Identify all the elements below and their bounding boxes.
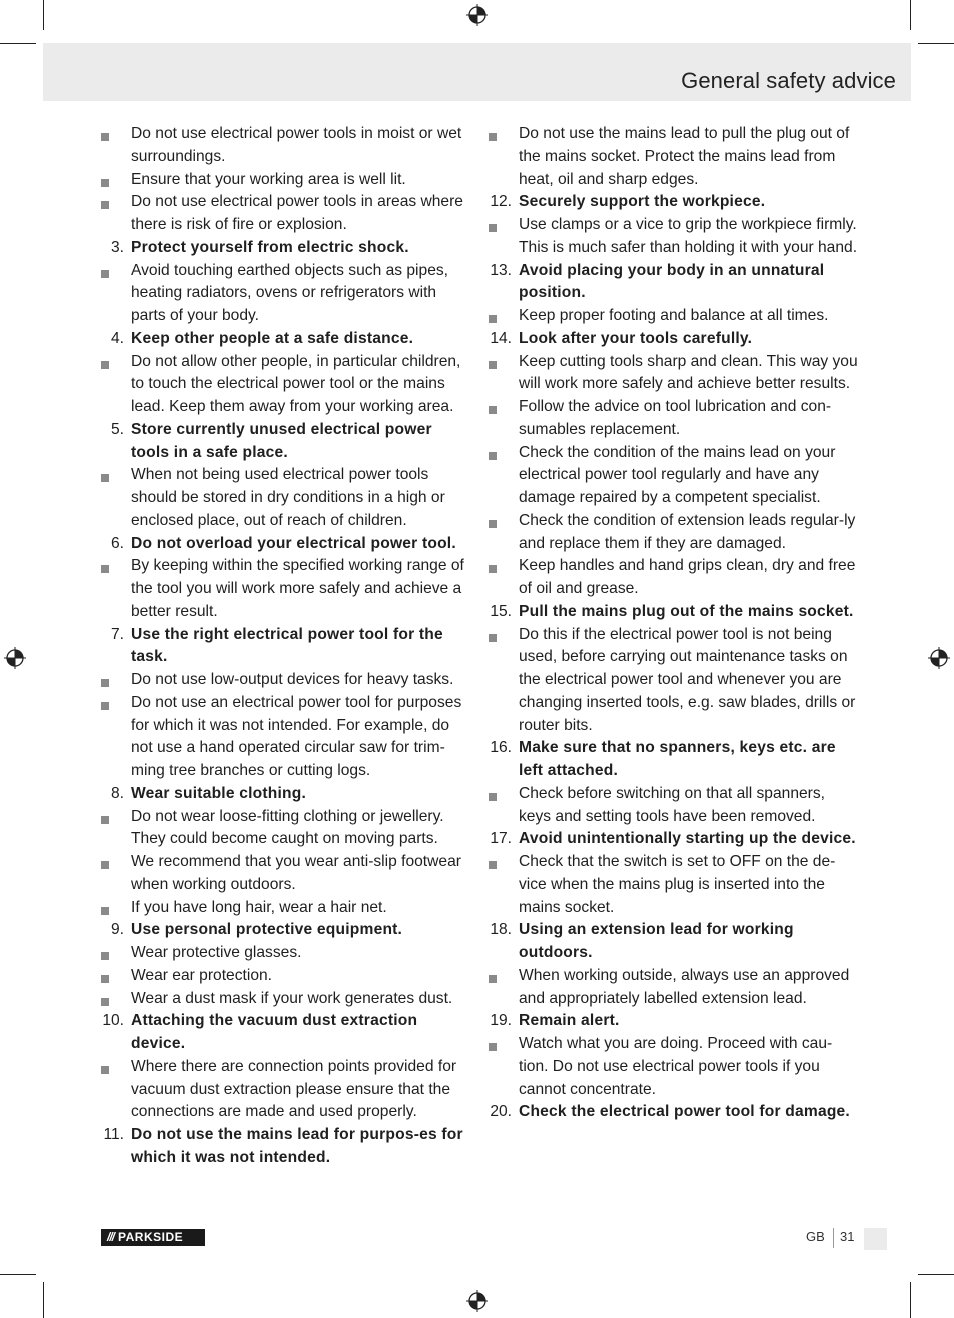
item-number: 16. xyxy=(490,739,512,757)
bullet-text: When not being used electrical power tools should be stored in dry conditions in a high or enclosed place, out of reach of children. xyxy=(131,466,445,529)
item-number: 18. xyxy=(490,921,512,939)
bullet-text: Watch what you are doing. Proceed with cau-tion. Do not use electrical power tools if you cannot concentrate. xyxy=(519,1035,833,1098)
numbered-heading xyxy=(488,328,860,351)
bullet-item xyxy=(488,965,860,1011)
heading-text: Using an extension lead for working outdoors. xyxy=(519,921,794,961)
numbered-heading xyxy=(488,828,860,851)
bullet-item xyxy=(488,624,860,738)
bullet-item xyxy=(100,123,472,169)
numbered-heading xyxy=(100,919,472,942)
bullet-item xyxy=(488,510,860,556)
bullet-text: Use clamps or a vice to grip the workpiece firmly. This is much safer than holding it with your hand. xyxy=(519,216,858,256)
heading-text: Avoid unintentionally starting up the device. xyxy=(519,830,856,848)
crop-mark xyxy=(43,0,44,30)
numbered-heading xyxy=(488,1101,860,1124)
numbered-heading xyxy=(100,783,472,806)
numbered-heading xyxy=(100,624,472,670)
numbered-heading xyxy=(100,533,472,556)
crop-mark xyxy=(0,43,36,44)
left-column xyxy=(100,123,472,1170)
bullet-item xyxy=(488,783,860,829)
heading-text: Avoid placing your body in an unnatural position. xyxy=(519,261,825,302)
heading-text: Protect yourself from electric shock. xyxy=(131,238,409,256)
bullet-item xyxy=(100,260,472,328)
bullet-item xyxy=(100,351,472,419)
heading-text: Make sure that no spanners, keys etc. are left attached. xyxy=(519,739,836,779)
item-number: 7. xyxy=(110,625,124,643)
numbered-heading xyxy=(100,1124,472,1170)
bullet-text: Check the condition of the mains lead on your electrical power tool regularly and have any damage repaired by a competent specialist. xyxy=(519,443,836,506)
registration-mark-icon xyxy=(928,647,950,669)
bullet-item xyxy=(488,851,860,919)
numbered-heading xyxy=(488,601,860,624)
language-code: GB xyxy=(806,1229,825,1244)
bullet-item xyxy=(488,123,860,191)
heading-text: Look after your tools carefully. xyxy=(519,329,753,347)
item-number: 9. xyxy=(110,921,124,939)
bullet-item xyxy=(100,942,472,965)
numbered-heading xyxy=(488,1010,860,1033)
heading-text: Do not overload your electrical power tool. xyxy=(131,534,456,552)
bullet-text: Check that the switch is set to OFF on the de-vice when the mains plug is inserted into the mains socket. xyxy=(519,853,836,916)
bullet-item xyxy=(100,169,472,192)
bullet-item xyxy=(100,988,472,1011)
item-number: 8. xyxy=(110,784,124,802)
footer-divider xyxy=(833,1228,834,1248)
crop-mark xyxy=(0,1274,36,1275)
item-number: 3. xyxy=(110,238,124,256)
crop-mark xyxy=(910,1282,911,1318)
item-number: 15. xyxy=(490,602,512,620)
bullet-item xyxy=(100,191,472,237)
heading-text: Keep other people at a safe distance. xyxy=(131,329,414,347)
brand-logo xyxy=(101,1229,205,1246)
bullet-text: Where there are connection points provided for vacuum dust extraction please ensure that the connections are made and used properly. xyxy=(131,1057,457,1121)
bullet-text: When working outside, always use an approved and appropriately labelled extension lead. xyxy=(519,966,850,1007)
bullet-item xyxy=(488,214,860,260)
item-number: 20. xyxy=(490,1103,512,1121)
item-number: 4. xyxy=(110,329,124,347)
heading-text: Use personal protective equipment. xyxy=(131,921,403,939)
bullet-item xyxy=(488,442,860,510)
bullet-text: Ensure that your working area is well lit. xyxy=(131,170,406,188)
heading-text: Store currently unused electrical power tools in a safe place. xyxy=(131,420,432,461)
item-number: 17. xyxy=(490,830,512,848)
heading-text: Remain alert. xyxy=(519,1012,620,1030)
bullet-item xyxy=(100,897,472,920)
bullet-item xyxy=(488,351,860,397)
bullet-text: Do not use electrical power tools in areas where there is risk of fire or explosion. xyxy=(131,193,463,233)
item-number: 6. xyxy=(110,534,124,552)
crop-mark xyxy=(43,1282,44,1318)
brand-logo-text: PARKSIDE xyxy=(118,1230,184,1244)
item-number: 14. xyxy=(490,329,512,347)
heading-text: Attaching the vacuum dust extraction device. xyxy=(131,1012,418,1052)
bullet-text: Do not wear loose-fitting clothing or jewellery. They could become caught on moving parts. xyxy=(131,807,444,848)
bullet-text: Avoid touching earthed objects such as pipes, heating radiators, ovens or refrigerators with parts of your body. xyxy=(131,261,448,324)
bullet-item xyxy=(100,965,472,988)
heading-text: Securely support the workpiece. xyxy=(519,193,766,211)
crop-mark xyxy=(910,0,911,30)
bullet-text: Do not allow other people, in particular children, to touch the electrical power tool or the mains lead. Keep them away from your working area. xyxy=(131,352,461,415)
bullet-text: Do not use the mains lead to pull the plug out of the mains socket. Protect the mains lead from heat, oil and sharp edges. xyxy=(519,125,850,188)
crop-mark xyxy=(918,1274,954,1275)
bullet-text: If you have long hair, wear a hair net. xyxy=(131,898,387,916)
bullet-text: Do not use electrical power tools in moist or wet surroundings. xyxy=(131,125,462,165)
bullet-text: Wear protective glasses. xyxy=(131,944,302,961)
numbered-heading xyxy=(488,737,860,783)
numbered-heading xyxy=(100,237,472,260)
bullet-text: Wear a dust mask if your work generates dust. xyxy=(131,989,453,1007)
registration-mark-icon xyxy=(4,647,26,669)
numbered-heading xyxy=(100,328,472,351)
registration-mark-icon xyxy=(466,1290,488,1312)
brand-logo-slashes: /// xyxy=(107,1230,115,1244)
item-number: 19. xyxy=(490,1012,512,1030)
bullet-text: Do not use an electrical power tool for purposes for which it was not intended. For example, do not use a hand operated circular saw for trim-ming tree branches or cutting logs. xyxy=(131,693,462,779)
numbered-heading xyxy=(100,1010,472,1056)
item-number: 10. xyxy=(102,1012,124,1030)
bullet-item xyxy=(488,1033,860,1101)
bullet-text: Check the condition of extension leads regular-ly and replace them if they are damaged. xyxy=(519,511,856,552)
bullet-item xyxy=(100,669,472,692)
bullet-item xyxy=(488,555,860,601)
crop-mark xyxy=(918,43,954,44)
bullet-item xyxy=(488,305,860,328)
footer-tab xyxy=(864,1228,887,1250)
bullet-text: By keeping within the specified working range of the tool you will work more safely and achieve a better result. xyxy=(131,557,464,620)
item-number: 5. xyxy=(110,420,124,438)
bullet-item xyxy=(100,692,472,783)
heading-text: Check the electrical power tool for damage. xyxy=(519,1103,850,1121)
registration-mark-icon xyxy=(466,4,488,26)
bullet-text: Do this if the electrical power tool is not being used, before carrying out maintenance tasks on the electrical power tool and whenever you are changing inserted tools, e.g. saw blades, drills or router bits. xyxy=(519,625,856,734)
heading-text: Do not use the mains lead for purpos-es for which it was not intended. xyxy=(131,1126,463,1166)
bullet-item xyxy=(100,851,472,897)
bullet-item xyxy=(100,1056,472,1124)
bullet-text: Keep cutting tools sharp and clean. This way you will work more safely and achieve better results. xyxy=(519,352,858,393)
numbered-heading xyxy=(100,419,472,465)
bullet-text: Wear ear protection. xyxy=(131,966,272,984)
numbered-heading xyxy=(488,260,860,306)
item-number: 11. xyxy=(103,1126,124,1143)
bullet-text: Do not use low-output devices for heavy tasks. xyxy=(131,671,454,688)
page-number: 31 xyxy=(840,1229,855,1244)
bullet-text: Keep handles and hand grips clean, dry and free of oil and grease. xyxy=(519,557,856,597)
bullet-text: Keep proper footing and balance at all times. xyxy=(519,307,829,324)
item-number: 13. xyxy=(490,261,512,279)
heading-text: Wear suitable clothing. xyxy=(131,784,307,802)
heading-text: Use the right electrical power tool for the task. xyxy=(131,625,443,666)
bullet-item xyxy=(100,806,472,852)
right-column xyxy=(488,123,860,1124)
bullet-item xyxy=(100,555,472,623)
page-title: General safety advice xyxy=(681,68,896,93)
bullet-text: We recommend that you wear anti-slip footwear when working outdoors. xyxy=(131,853,461,893)
bullet-item xyxy=(488,396,860,442)
bullet-text: Follow the advice on tool lubrication and con-sumables replacement. xyxy=(519,398,832,438)
numbered-heading xyxy=(488,191,860,214)
item-number: 12. xyxy=(490,193,512,211)
numbered-heading xyxy=(488,919,860,965)
bullet-item xyxy=(100,464,472,532)
heading-text: Pull the mains plug out of the mains socket. xyxy=(519,602,854,620)
bullet-text: Check before switching on that all spanners, keys and setting tools have been removed. xyxy=(519,784,825,825)
